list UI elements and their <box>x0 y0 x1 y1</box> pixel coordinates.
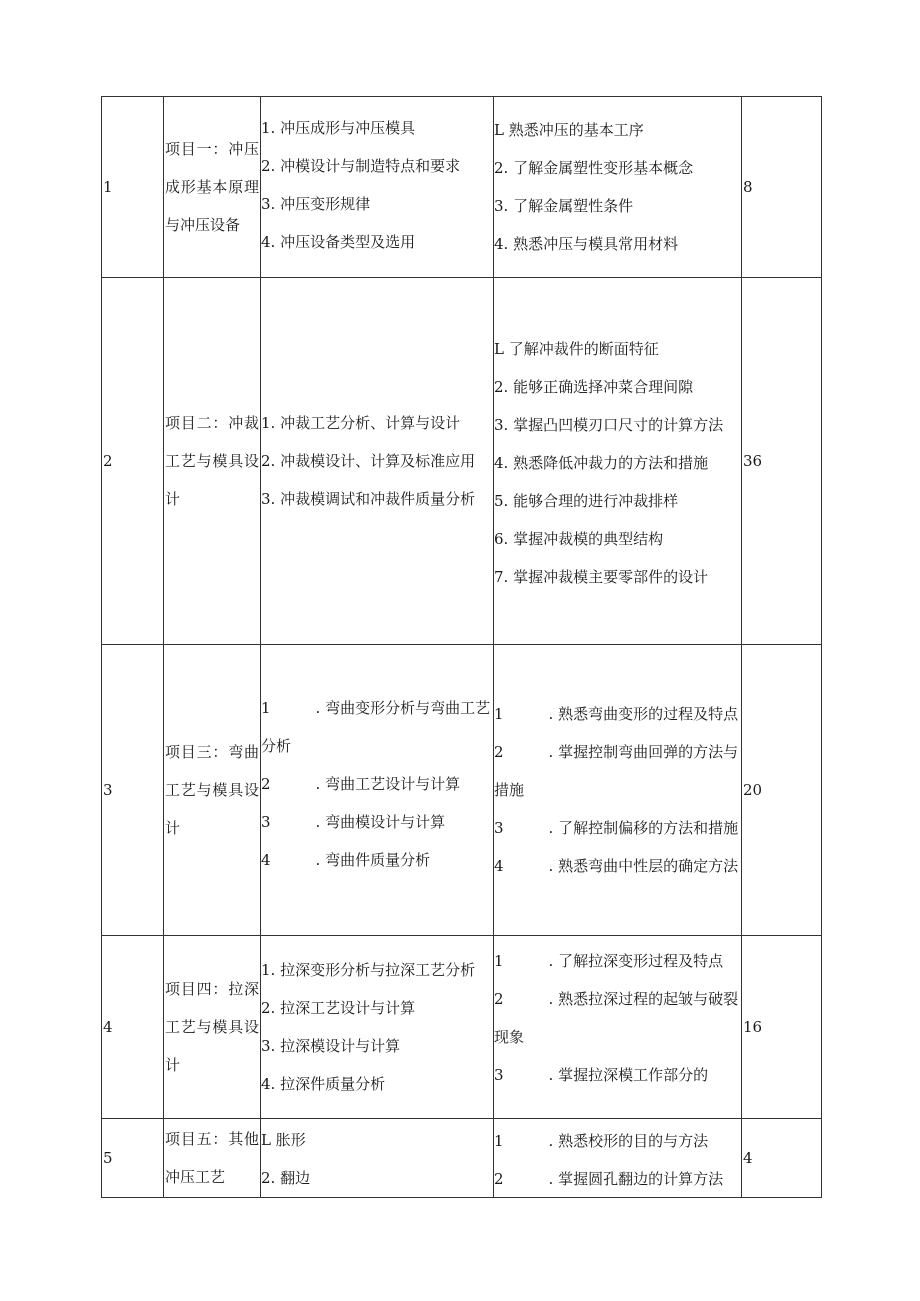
project-name: 项目四：拉深工艺与模具设计 <box>164 936 261 1119</box>
teaching-requirements <box>494 278 742 645</box>
content-item: 3 . 弯曲模设计与计算 <box>261 813 446 831</box>
requirement-item: 2. 了解金属塑性变形基本概念 <box>494 159 694 177</box>
requirement-item: L 了解冲裁件的断面特征 <box>494 340 659 358</box>
table-row <box>102 936 822 1119</box>
teaching-requirements <box>494 645 742 936</box>
requirement-item: 2. 能够正确选择冲菜合理间隙 <box>494 378 694 396</box>
content-item: 4 . 弯曲件质量分析 <box>261 851 431 869</box>
project-name: 项目二：冲裁工艺与模具设计 <box>164 278 261 645</box>
teaching-requirements <box>494 936 742 1119</box>
class-hours: 4 <box>742 1119 822 1198</box>
content-item: 1. 拉深变形分析与拉深工艺分析 <box>261 961 476 979</box>
class-hours: 8 <box>742 97 822 278</box>
requirement-item: 5. 能够合理的进行冲裁排样 <box>494 492 679 510</box>
content-item: L 胀形 <box>261 1131 306 1149</box>
class-hours: 16 <box>742 936 822 1119</box>
content-item: 4. 拉深件质量分析 <box>261 1075 386 1093</box>
content-item: 3. 拉深模设计与计算 <box>261 1037 401 1055</box>
requirement-item: 3. 掌握凸凹模刃口尺寸的计算方法 <box>494 416 724 434</box>
content-item: 1. 冲压成形与冲压模具 <box>261 119 416 137</box>
content-item: 3. 冲裁模调试和冲裁件质量分析 <box>261 490 476 508</box>
class-hours: 36 <box>742 278 822 645</box>
requirement-item: 2 . 熟悉拉深过程的起皱与破裂现象 <box>494 990 739 1046</box>
requirement-item: 4. 熟悉冲压与模具常用材料 <box>494 235 679 253</box>
course-content-table <box>101 96 822 1198</box>
requirement-item: 3 . 掌握拉深模工作部分的 <box>494 1066 709 1084</box>
requirement-item: 6. 掌握冲裁模的典型结构 <box>494 530 664 548</box>
teaching-content <box>261 278 494 645</box>
requirement-item: 1 . 了解拉深变形过程及特点 <box>494 952 724 970</box>
teaching-content <box>261 936 494 1119</box>
table-row <box>102 645 822 936</box>
requirement-item: 1 . 熟悉弯曲变形的过程及特点 <box>494 705 739 723</box>
project-name: 项目五：其他冲压工艺 <box>164 1119 261 1198</box>
content-item: 2. 拉深工艺设计与计算 <box>261 999 416 1017</box>
content-item: 2. 翻边 <box>261 1169 311 1187</box>
requirement-item: 2 . 掌握控制弯曲回弹的方法与措施 <box>494 743 739 799</box>
table-row <box>102 1119 822 1198</box>
project-name: 项目一：冲压成形基本原理与冲压设备 <box>164 97 261 278</box>
project-name: 项目三：弯曲工艺与模具设计 <box>164 645 261 936</box>
content-item: 1 . 弯曲变形分析与弯曲工艺分析 <box>261 699 491 755</box>
requirement-item: L 熟悉冲压的基本工序 <box>494 121 644 139</box>
requirement-item: 4 . 熟悉弯曲中性层的确定方法 <box>494 857 739 875</box>
requirement-item: 2 . 掌握圆孔翻边的计算方法 <box>494 1170 724 1188</box>
requirement-item: 3. 了解金属塑性条件 <box>494 197 634 215</box>
table-row <box>102 97 822 278</box>
content-item: 2 . 弯曲工艺设计与计算 <box>261 775 461 793</box>
requirement-item: 3 . 了解控制偏移的方法和措施 <box>494 819 739 837</box>
row-number: 3 <box>102 645 164 936</box>
teaching-content <box>261 1119 494 1198</box>
teaching-requirements <box>494 1119 742 1198</box>
content-item: 2. 冲裁模设计、计算及标准应用 <box>261 452 476 470</box>
row-number: 2 <box>102 278 164 645</box>
teaching-requirements <box>494 97 742 278</box>
content-item: 1. 冲裁工艺分析、计算与设计 <box>261 414 461 432</box>
content-item: 4. 冲压设备类型及选用 <box>261 233 416 251</box>
row-number: 4 <box>102 936 164 1119</box>
content-item: 2. 冲模设计与制造特点和要求 <box>261 157 461 175</box>
row-number: 5 <box>102 1119 164 1198</box>
class-hours: 20 <box>742 645 822 936</box>
teaching-content <box>261 97 494 278</box>
teaching-content <box>261 645 494 936</box>
requirement-item: 1 . 熟悉校形的目的与方法 <box>494 1132 709 1150</box>
requirement-item: 7. 掌握冲裁模主要零部件的设计 <box>494 568 709 586</box>
content-item: 3. 冲压变形规律 <box>261 195 371 213</box>
table-row <box>102 278 822 645</box>
requirement-item: 4. 熟悉降低冲裁力的方法和措施 <box>494 454 709 472</box>
row-number: 1 <box>102 97 164 278</box>
